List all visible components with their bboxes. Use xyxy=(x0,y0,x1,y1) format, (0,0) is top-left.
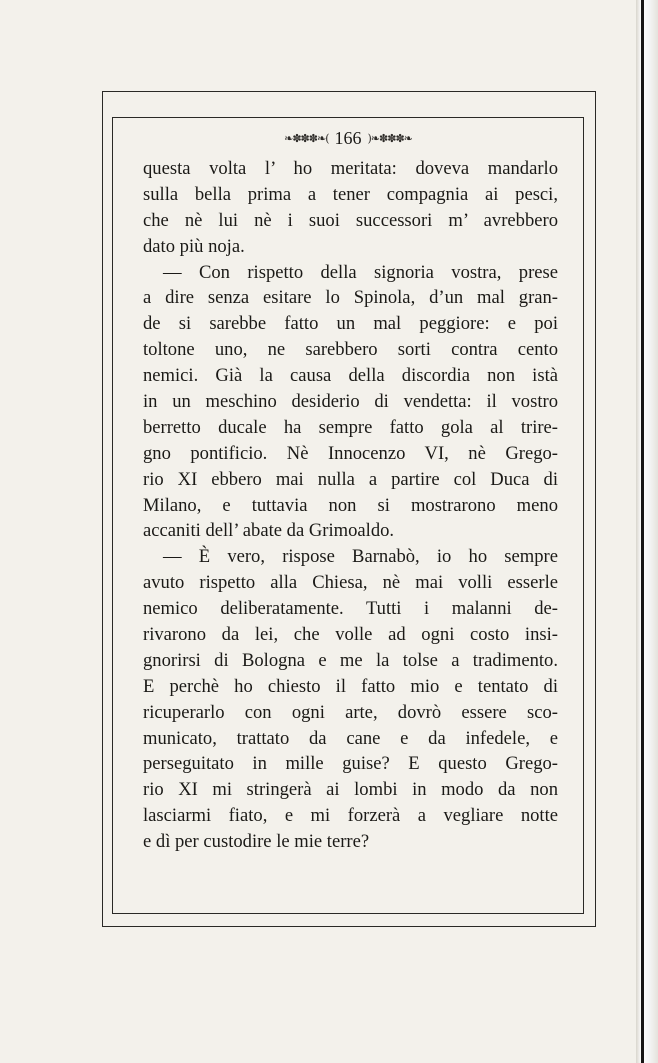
text-line: — È vero, rispose Barnabò, io ho sempre xyxy=(163,546,558,568)
text-line: nemici. Già la causa della discordia non istà xyxy=(143,365,558,387)
ornament-right: )❧✽✽✽❧ xyxy=(367,131,412,145)
text-line: perseguitato in mille guise? E questo Grego- xyxy=(143,753,558,775)
text-line: toltone uno, ne sarebbero sorti contra cento xyxy=(143,339,558,361)
text-line: accaniti dell’ abate da Grimoaldo. xyxy=(143,520,395,542)
text-line: in un meschino desiderio di vendetta: il vostro xyxy=(143,391,558,413)
text-line: E perchè ho chiesto il fatto mio e tentato di xyxy=(143,675,558,697)
text-line: e dì per custodire le mie terre? xyxy=(143,831,370,853)
binding-gutter xyxy=(636,0,658,1063)
text-line: — Con rispetto della signoria vostra, prese xyxy=(163,261,558,283)
text-line: dato più noja. xyxy=(143,235,245,257)
text-line: sulla bella prima a tener compagnia ai pesci, xyxy=(143,183,558,205)
text-line: che nè lui nè i suoi successori m’ avrebbero xyxy=(143,209,558,231)
text-line: rio XI ebbero mai nulla a partire col Duca di xyxy=(143,468,558,490)
text-line: rio XI mi stringerà ai lombi in modo da non xyxy=(143,779,558,801)
text-line: a dire senza esitare lo Spinola, d’un mal gran- xyxy=(143,287,558,309)
text-line: ricuperarlo con ogni arte, dovrò essere sco- xyxy=(143,701,558,723)
text-line: gnorirsi di Bologna e me la tolse a tradimento. xyxy=(143,649,558,671)
text-line: Milano, e tuttavia non si mostrarono meno xyxy=(143,494,558,516)
page-number: 166 xyxy=(334,127,362,148)
text-line: nemico deliberatamente. Tutti i malanni de- xyxy=(143,598,558,620)
text-line: lasciarmi fiato, e mi forzerà a vegliare notte xyxy=(143,805,558,827)
text-line: questa volta l’ ho meritata: doveva mandarlo xyxy=(143,158,558,179)
text-line: berretto ducale ha sempre fatto gola al trire- xyxy=(143,416,558,438)
text-line: rivarono da lei, che volle ad ogni costo insi- xyxy=(143,624,558,646)
text-line: municato, trattato da cane e da infedele, e xyxy=(143,727,558,749)
ornament-left: ❧✽✽✽❧( xyxy=(284,131,329,145)
text-line: gno pontificio. Nè Innocenzo VI, nè Grego- xyxy=(143,442,558,464)
body-text xyxy=(143,156,558,855)
page-header xyxy=(112,124,584,152)
binding-edge-line xyxy=(641,0,644,1063)
text-line: avuto rispetto alla Chiesa, nè mai volli esserle xyxy=(143,572,558,594)
text-line: de si sarebbe fatto un mal peggiore: e poi xyxy=(143,313,558,335)
